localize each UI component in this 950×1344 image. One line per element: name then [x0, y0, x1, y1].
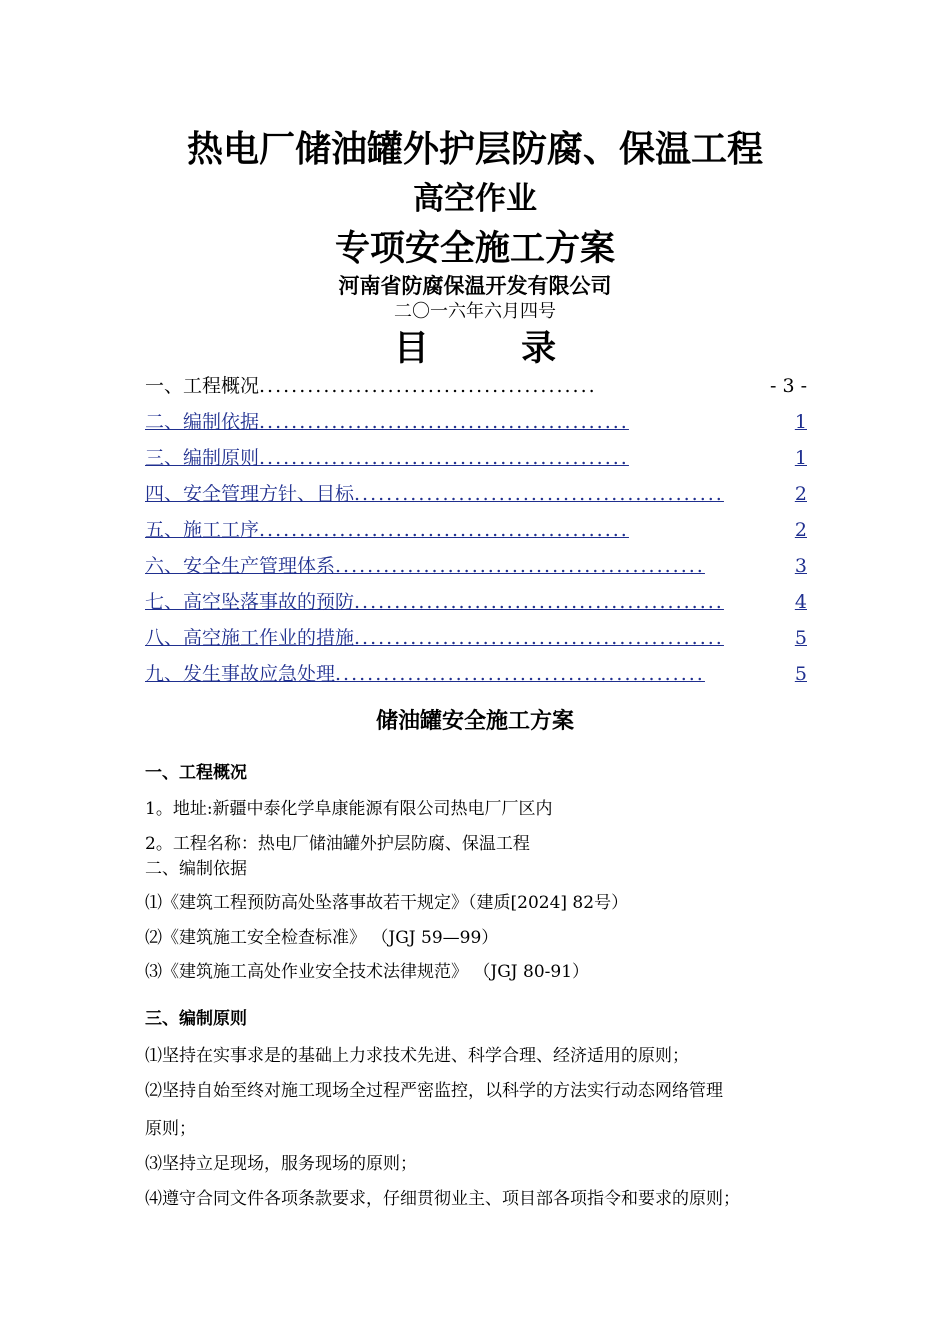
paragraph: ⑴《建筑工程预防高处坠落事故若干规定》（建质[2024] 82号） — [145, 893, 629, 913]
company-name: 河南省防腐保温开发有限公司 — [338, 274, 612, 298]
document-date: 二〇一六年六月四号 — [394, 301, 556, 322]
document-subtitle: 高空作业 — [413, 181, 537, 217]
paragraph: ⑶《建筑施工高处作业安全技术法律规范》 （JGJ 80-91） — [145, 962, 590, 982]
toc-item[interactable]: 一、工程概况 .......................................... - 3 - — [145, 375, 807, 397]
section-heading-plain: 二、编制依据 — [145, 859, 247, 879]
body-heading: 储油罐安全施工方案 — [375, 709, 574, 734]
toc-item[interactable]: 七、高空坠落事故的预防 .............................................. 4 — [145, 591, 807, 613]
toc-item[interactable]: 三、编制原则 .............................................. 1 — [145, 447, 807, 469]
toc-item[interactable]: 九、发生事故应急处理 .............................................. 5 — [145, 663, 807, 685]
toc-item[interactable]: 四、安全管理方针、目标 .............................................. 2 — [145, 483, 807, 505]
document-title: 热电厂储油罐外护层防腐、保温工程 — [186, 129, 763, 170]
paragraph: 2。工程名称：热电厂储油罐外护层防腐、保温工程 — [145, 834, 530, 854]
toc-item[interactable]: 六、安全生产管理体系 .............................................. 3 — [145, 555, 807, 577]
document-plan-title: 专项安全施工方案 — [334, 229, 615, 269]
section-heading: 三、编制原则 — [145, 1009, 247, 1029]
paragraph: ⑵《建筑施工安全检查标准》 （JGJ 59—99） — [145, 928, 499, 948]
toc-item[interactable]: 五、施工工序 .............................................. 2 — [145, 519, 807, 541]
paragraph: ⑵坚持自始至终对施工现场全过程严密监控，以科学的方法实行动态网络管理 — [145, 1081, 723, 1101]
toc-heading: 目 录 — [393, 329, 597, 369]
paragraph: ⑶坚持立足现场，服务现场的原则； — [145, 1154, 417, 1174]
paragraph: 原则； — [145, 1119, 196, 1139]
paragraph: 1。地址:新疆中泰化学阜康能源有限公司热电厂厂区内 — [145, 799, 553, 819]
paragraph: ⑷遵守合同文件各项条款要求，仔细贯彻业主、项目部各项指令和要求的原则； — [145, 1189, 740, 1209]
toc-item[interactable]: 八、高空施工作业的措施 .............................................. 5 — [145, 627, 807, 649]
section-heading: 一、工程概况 — [145, 763, 247, 783]
toc-item[interactable]: 二、编制依据 .............................................. 1 — [145, 411, 807, 433]
paragraph: ⑴坚持在实事求是的基础上力求技术先进、科学合理、经济适用的原则； — [145, 1046, 689, 1066]
